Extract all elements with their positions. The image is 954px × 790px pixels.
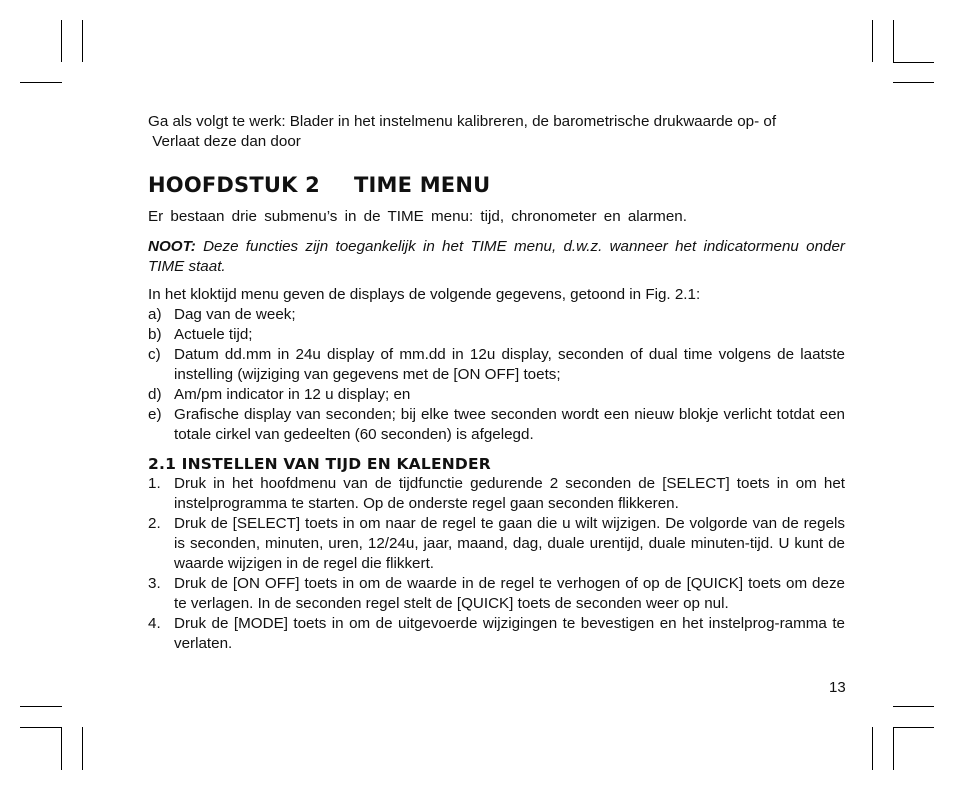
crop-mark [872, 727, 873, 770]
list-item [148, 405, 845, 445]
step-text: Druk de [SELECT] toets in om naar de regel te gaan die u wilt wijzigen. De volgorde van de regels is seconden, minuten, uren, 12/24u, jaar, maand, dag, duale urentijd, duale minuten-tijd. U kunt de waarde wijzigen in de regel die flikkert. [174, 515, 845, 572]
crop-mark [20, 82, 62, 83]
chapter-heading [148, 171, 845, 199]
step-item [148, 474, 845, 514]
crop-mark [893, 82, 934, 83]
crop-mark [893, 20, 894, 62]
list-item [148, 325, 845, 345]
step-text: Druk in het hoofdmenu van de tijdfunctie gedurende 2 seconden de [SELECT] toets in om het instelprogramma te starten. Op de onderste regel gaan seconden flikkeren. [174, 475, 845, 512]
crop-mark [893, 62, 934, 63]
note-text: Deze functies zijn toegankelijk in het TIME menu, d.w.z. wanneer het indicatormenu onder TIME staat. [148, 238, 845, 275]
crop-mark [82, 727, 83, 770]
crop-mark [872, 20, 873, 62]
list-item [148, 345, 845, 385]
list-item [148, 305, 845, 325]
list-text: Actuele tijd; [174, 326, 253, 343]
step-text: Druk de [ON OFF] toets in om de waarde in de regel te verhogen of op de [QUICK] toets om deze te verlagen. In de seconden regel stelt de [QUICK] toets de seconden weer op nul. [174, 575, 845, 612]
crop-mark [893, 727, 934, 728]
page-content [148, 112, 845, 654]
list-item [148, 385, 845, 405]
section-heading: 2.1 INSTELLEN VAN TIJD EN KALENDER [148, 455, 491, 473]
step-marker: 3. [148, 575, 161, 592]
step-marker: 4. [148, 615, 161, 632]
chapter-title: TIME MENU [354, 173, 491, 197]
note-label: NOOT: [148, 238, 196, 255]
note-paragraph [148, 237, 845, 277]
crop-mark [61, 20, 62, 62]
submenu-paragraph: Er bestaan drie submenu’s in de TIME menu: tijd, chronometer en alarmen. [148, 208, 687, 225]
list-text: Grafische display van seconden; bij elke twee seconden wordt een nieuw blokje verlicht totdat een totale cirkel van gedeelten (60 seconden) is afgelegd. [174, 406, 845, 443]
crop-mark [61, 727, 62, 770]
list-text: Dag van de week; [174, 306, 296, 323]
step-item [148, 614, 845, 654]
crop-mark [20, 727, 62, 728]
list-text: Am/pm indicator in 12 u display; en [174, 386, 411, 403]
page-number: 13 [829, 679, 846, 696]
step-item [148, 574, 845, 614]
step-marker: 2. [148, 515, 161, 532]
step-marker: 1. [148, 475, 161, 492]
step-text: Druk de [MODE] toets in om de uitgevoerde wijzigingen te bevestigen en het instelprog-ramma te verlaten. [174, 615, 845, 652]
list-marker: d) [148, 386, 162, 403]
step-item [148, 514, 845, 574]
list-marker: e) [148, 406, 162, 423]
list-marker: c) [148, 346, 161, 363]
chapter-number: HOOFDSTUK 2 [148, 173, 320, 197]
list-text: Datum dd.mm in 24u display of mm.dd in 12u display, seconden of dual time volgens de laatste instelling (wijziging van gegevens met de [ON OFF] toets; [174, 346, 845, 383]
display-list [148, 305, 845, 445]
crop-mark [82, 20, 83, 62]
crop-mark [893, 727, 894, 770]
list-marker: b) [148, 326, 162, 343]
list-marker: a) [148, 306, 162, 323]
crop-mark [893, 706, 934, 707]
steps-list [148, 474, 845, 654]
display-intro-paragraph: In het kloktijd menu geven de displays de volgende gegevens, getoond in Fig. 2.1: [148, 286, 701, 303]
crop-mark [20, 706, 62, 707]
intro-line-2: Verlaat deze dan door [148, 133, 301, 150]
intro-line-1: Ga als volgt te werk: Blader in het instelmenu kalibreren, de barometrische drukwaarde op- of [148, 113, 777, 130]
